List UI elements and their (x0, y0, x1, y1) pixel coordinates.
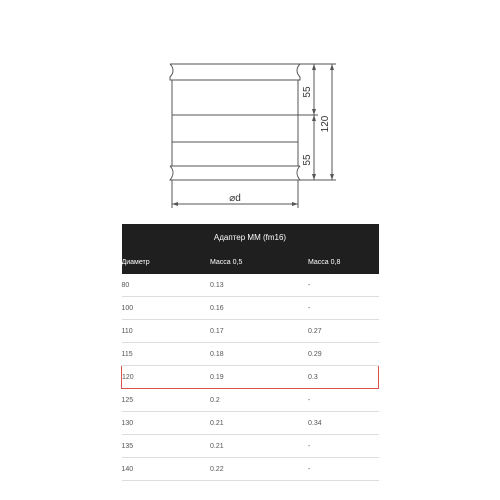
table-header-row (122, 250, 379, 274)
table-row (122, 366, 379, 389)
column-header-diameter: Диаметр (122, 250, 211, 274)
cell-diameter: 80 (122, 274, 211, 297)
table-row (122, 412, 379, 435)
cell-mass-05: 0.22 (210, 458, 308, 481)
cell-diameter: 140 (122, 458, 211, 481)
table-row (122, 389, 379, 412)
table-row (122, 435, 379, 458)
table-row (122, 320, 379, 343)
specification-table (121, 224, 379, 481)
cell-mass-05: 0.21 (210, 412, 308, 435)
cell-mass-08: 0.29 (308, 343, 379, 366)
table-row (122, 274, 379, 297)
cell-mass-08: 0.3 (308, 366, 379, 389)
cell-mass-08: - (308, 297, 379, 320)
cell-diameter: 135 (122, 435, 211, 458)
cell-diameter: 115 (122, 343, 211, 366)
cell-mass-05: 0.19 (210, 366, 308, 389)
cell-mass-05: 0.17 (210, 320, 308, 343)
cell-diameter: 125 (122, 389, 211, 412)
top-bead-outline (170, 64, 300, 80)
cell-mass-08: 0.34 (308, 412, 379, 435)
dim-label-diameter: ⌀d (229, 193, 241, 204)
cell-diameter: 100 (122, 297, 211, 320)
cell-mass-05: 0.21 (210, 435, 308, 458)
adapter-drawing (0, 0, 500, 220)
table-row (122, 343, 379, 366)
cell-mass-05: 0.18 (210, 343, 308, 366)
cell-diameter: 120 (122, 366, 211, 389)
cell-mass-08: - (308, 389, 379, 412)
dim-label-top: 55 (302, 86, 313, 98)
column-header-mass-05: Масса 0,5 (210, 250, 308, 274)
adapter-body (172, 80, 298, 166)
table-title-row (122, 224, 379, 250)
cell-diameter: 130 (122, 412, 211, 435)
cell-mass-08: 0.27 (308, 320, 379, 343)
dim-label-total: 120 (320, 115, 331, 133)
table-body (122, 274, 379, 481)
dim-label-bottom: 55 (302, 154, 313, 166)
cell-mass-05: 0.16 (210, 297, 308, 320)
cell-mass-08: - (308, 274, 379, 297)
cell-mass-05: 0.13 (210, 274, 308, 297)
table-row (122, 458, 379, 481)
table-row (122, 297, 379, 320)
cell-mass-08: - (308, 458, 379, 481)
cell-mass-05: 0.2 (210, 389, 308, 412)
column-header-mass-08: Масса 0,8 (308, 250, 379, 274)
cell-diameter: 110 (122, 320, 211, 343)
table-title: Адаптер ММ (fm16) (122, 224, 379, 250)
bottom-bead-outline (170, 166, 300, 180)
cell-mass-08: - (308, 435, 379, 458)
